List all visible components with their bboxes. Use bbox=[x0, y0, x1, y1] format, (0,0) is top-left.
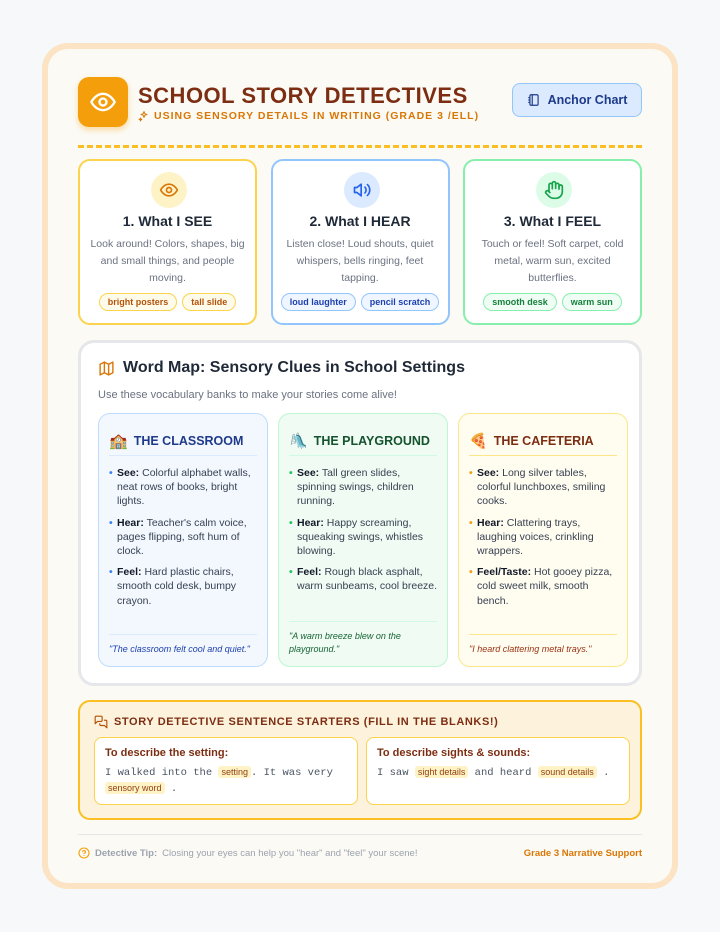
sense-title: 3. What I FEEL bbox=[503, 213, 602, 229]
list-item bbox=[469, 565, 619, 608]
item-label: See: bbox=[477, 467, 500, 479]
setting-header bbox=[469, 426, 617, 456]
school-icon: 🏫 bbox=[109, 431, 128, 450]
list-item bbox=[109, 565, 259, 608]
list-item bbox=[109, 466, 259, 509]
page-subtitle bbox=[138, 110, 479, 122]
vocabulary-list bbox=[109, 466, 259, 615]
list-item bbox=[469, 466, 619, 509]
setting-card-playground bbox=[278, 413, 448, 667]
sentence-starters-panel bbox=[78, 700, 642, 820]
word-map-heading bbox=[98, 359, 465, 377]
sentence-text: I saw bbox=[377, 767, 409, 779]
sense-card-see bbox=[78, 159, 257, 325]
sentence-text: I walked into the bbox=[105, 767, 213, 779]
anchor-chart-button[interactable] bbox=[512, 83, 642, 117]
sense-icon-badge bbox=[536, 172, 572, 208]
sense-cards bbox=[78, 159, 642, 325]
sense-icon-badge bbox=[151, 172, 187, 208]
sense-card-feel bbox=[463, 159, 642, 325]
anchor-chart-label: Anchor Chart bbox=[547, 93, 628, 107]
sight-details-blank[interactable]: sight details bbox=[415, 766, 469, 778]
slide-icon: 🛝 bbox=[289, 431, 308, 450]
item-text: Hard plastic chairs, smooth cold desk, bumpy crayon. bbox=[117, 566, 237, 607]
dashed-divider bbox=[78, 145, 642, 148]
map-icon bbox=[98, 360, 115, 377]
item-label: Feel: bbox=[117, 566, 142, 579]
pizza-icon: 🍕 bbox=[469, 431, 488, 450]
item-text: Clattering trays, laughing voices, crinkling wrappers. bbox=[477, 516, 594, 558]
starter-label: To describe sights & sounds: bbox=[377, 747, 531, 759]
sentence-text: . It was very bbox=[250, 767, 333, 779]
item-label: Feel: bbox=[297, 566, 322, 579]
word-tag: pencil scratch bbox=[361, 293, 440, 311]
starter-label: To describe the setting: bbox=[105, 747, 229, 759]
tag-list bbox=[465, 293, 640, 311]
sense-icon-badge bbox=[344, 172, 380, 208]
item-text: Teacher's calm voice, pages flipping, soft hum of clock. bbox=[117, 516, 247, 558]
worksheet bbox=[42, 43, 678, 889]
header bbox=[78, 77, 642, 131]
setting-header bbox=[289, 426, 437, 456]
footer-divider bbox=[78, 834, 642, 835]
item-label: Hear: bbox=[117, 516, 144, 529]
eye-icon bbox=[89, 88, 117, 116]
word-tag: smooth desk bbox=[483, 293, 557, 311]
page-title: SCHOOL STORY DETECTIVES bbox=[138, 83, 468, 108]
sense-title: 2. What I HEAR bbox=[309, 213, 411, 229]
tip-text: Closing your eyes can help you "hear" and "feel" your scene! bbox=[162, 847, 418, 859]
sense-description: Listen close! Loud shouts, quiet whispers, bells ringing, feet tapping. bbox=[286, 238, 434, 284]
starters-heading bbox=[94, 715, 498, 729]
starter-sentence bbox=[377, 765, 619, 781]
hand-icon bbox=[544, 180, 564, 200]
chat-bubbles-icon bbox=[94, 715, 108, 729]
sound-details-blank[interactable]: sound details bbox=[538, 766, 597, 778]
word-tag: bright posters bbox=[99, 293, 178, 311]
question-circle-icon bbox=[78, 847, 90, 859]
sights-sounds-starter-box bbox=[366, 737, 630, 805]
tag-list bbox=[273, 293, 448, 311]
example-quote: "I heard clattering metal trays." bbox=[469, 634, 617, 656]
word-tag: warm sun bbox=[562, 293, 622, 311]
notebook-icon bbox=[527, 93, 541, 107]
item-text: Happy screaming, squeaking swings, whistles blowing. bbox=[297, 516, 424, 558]
sparkles-icon bbox=[138, 110, 150, 122]
sense-card-hear bbox=[271, 159, 450, 325]
grade-note: Grade 3 Narrative Support bbox=[523, 848, 642, 859]
list-item bbox=[289, 466, 439, 509]
word-map-title: Word Map: Sensory Clues in School Settings bbox=[123, 359, 465, 376]
tag-list bbox=[80, 293, 255, 311]
sensory-word-blank[interactable]: sensory word bbox=[105, 782, 165, 794]
speaker-icon bbox=[352, 180, 372, 200]
vocabulary-list bbox=[469, 466, 619, 615]
list-item bbox=[469, 516, 619, 559]
subtitle-text: USING SENSORY DETAILS IN WRITING (GRADE 3 /ELL) bbox=[154, 110, 480, 122]
list-item bbox=[289, 516, 439, 559]
item-label: Hear: bbox=[297, 516, 324, 529]
starters-title: STORY DETECTIVE SENTENCE STARTERS (FILL IN THE BLANKS!) bbox=[114, 716, 499, 728]
vocabulary-list bbox=[289, 466, 439, 601]
sentence-text: . bbox=[170, 783, 178, 795]
setting-starter-box bbox=[94, 737, 358, 805]
word-map-intro: Use these vocabulary banks to make your stories come alive! bbox=[98, 389, 397, 401]
sentence-text: . bbox=[603, 767, 610, 779]
sense-description: Touch or feel! Soft carpet, cold metal, warm sun, excited butterflies. bbox=[481, 238, 624, 284]
list-item bbox=[109, 516, 259, 559]
example-quote: "The classroom felt cool and quiet." bbox=[109, 634, 257, 656]
setting-card-cafeteria bbox=[458, 413, 628, 667]
item-label: Feel/Taste: bbox=[477, 566, 532, 579]
word-map-panel bbox=[78, 340, 642, 686]
item-text: Long silver tables, colorful lunchboxes, smiling cooks. bbox=[477, 467, 606, 508]
setting-header bbox=[109, 426, 257, 456]
item-text: Colorful alphabet walls, neat rows of books, bright lights. bbox=[117, 467, 251, 508]
starter-sentence bbox=[105, 765, 347, 797]
setting-name: THE CAFETERIA bbox=[493, 433, 594, 448]
sense-title: 1. What I SEE bbox=[122, 213, 213, 229]
example-quote: "A warm breeze blew on the playground." bbox=[289, 621, 437, 656]
tip-label: Detective Tip: bbox=[95, 847, 158, 859]
sense-description: Look around! Colors, shapes, big and small things, and people moving. bbox=[90, 238, 245, 284]
list-item bbox=[289, 565, 439, 593]
setting-name: THE PLAYGROUND bbox=[313, 433, 430, 448]
sentence-text: and heard bbox=[474, 767, 532, 779]
item-label: See: bbox=[297, 467, 320, 479]
item-text: Hot gooey pizza, cold sweet milk, smooth bench. bbox=[477, 566, 613, 607]
item-text: Tall green slides, spinning swings, children running. bbox=[297, 467, 414, 508]
detective-tip bbox=[78, 847, 417, 859]
item-label: Hear: bbox=[477, 516, 504, 529]
item-label: See: bbox=[117, 467, 140, 479]
item-text: Rough black asphalt, warm sunbeams, cool breeze. bbox=[297, 566, 438, 593]
setting-name: THE CLASSROOM bbox=[133, 433, 244, 448]
logo bbox=[78, 77, 128, 127]
setting-blank[interactable]: setting bbox=[218, 766, 251, 778]
setting-card-classroom bbox=[98, 413, 268, 667]
word-tag: loud laughter bbox=[281, 293, 356, 311]
word-tag: tall slide bbox=[182, 293, 236, 311]
eye-icon bbox=[159, 180, 179, 200]
